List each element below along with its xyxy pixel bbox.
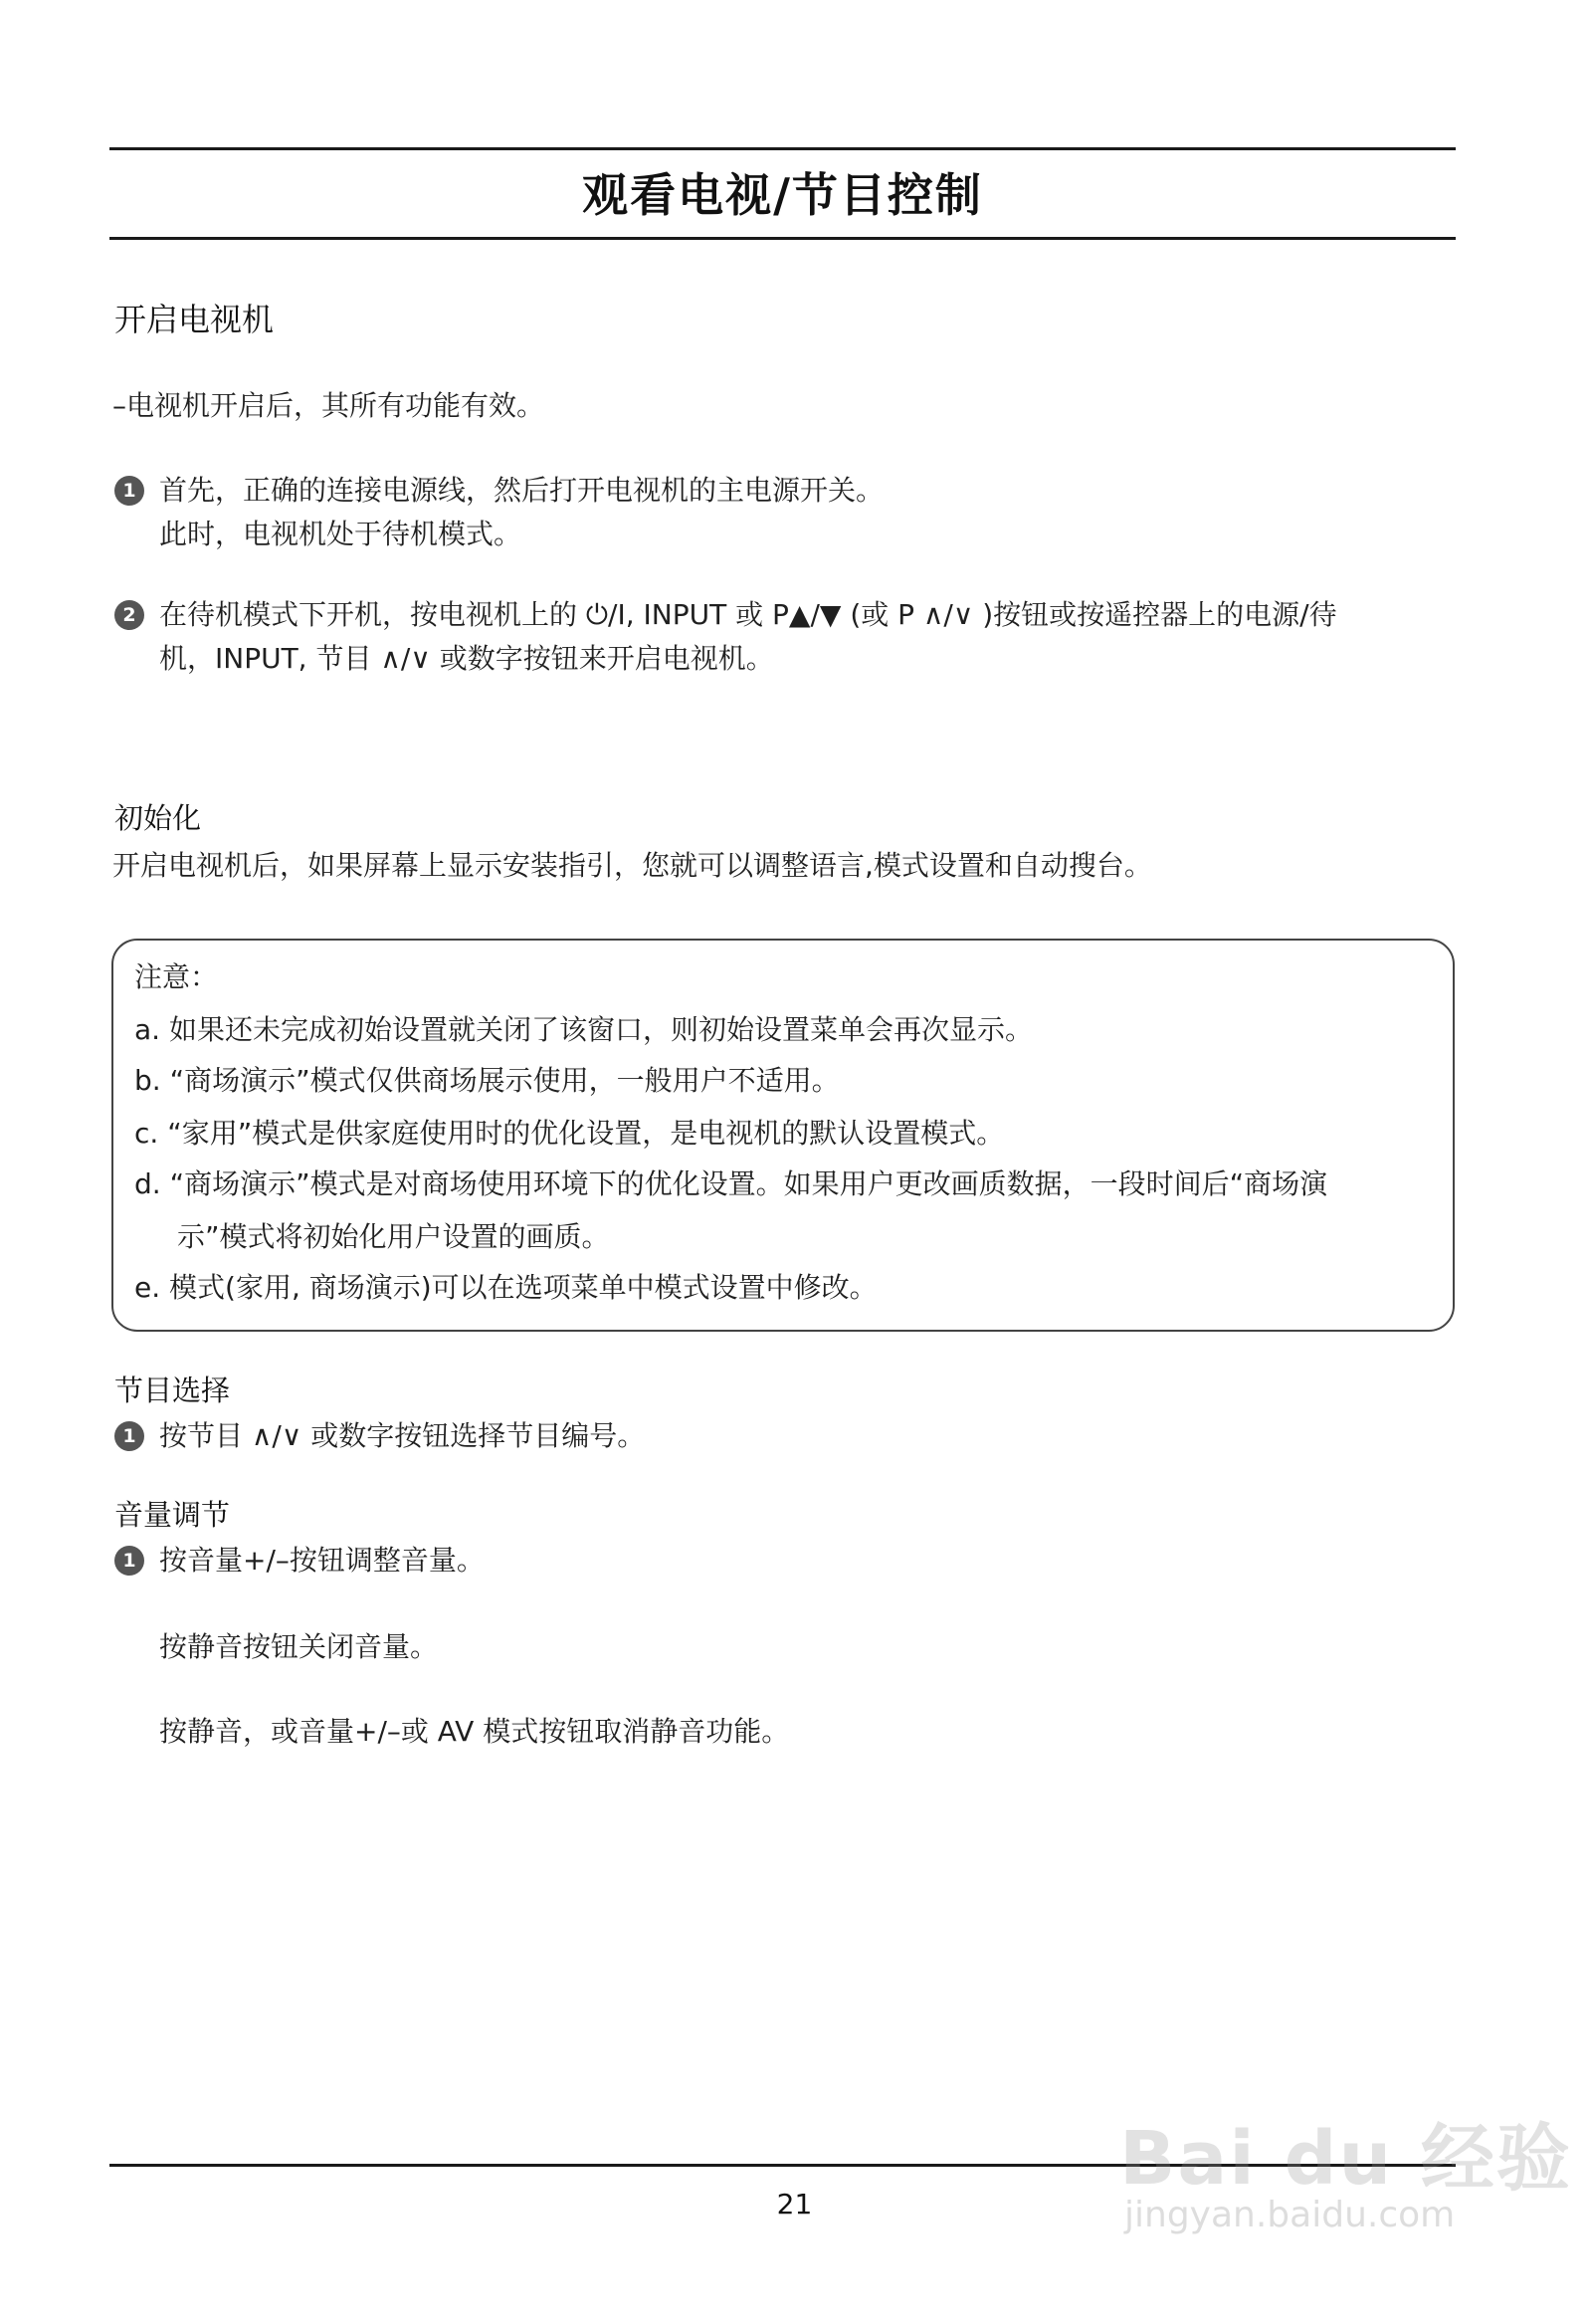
note-item-e: e. 模式(家用, 商场演示)可以在选项菜单中模式设置中修改。 xyxy=(134,1271,878,1304)
note-item-b: b. “商场演示”模式仅供商场展示使用，一般用户不适用。 xyxy=(134,1064,840,1097)
volume-step1: 按音量+/–按钮调整音量。 xyxy=(159,1544,485,1577)
title-bottom-rule xyxy=(109,237,1456,240)
note-item-d-line1: d. “商场演示”模式是对商场使用环境下的优化设置。如果用户更改画质数据，一段时间后“商场演 xyxy=(134,1167,1328,1200)
note-item-a: a. 如果还未完成初始设置就关闭了该窗口，则初始设置菜单会再次显示。 xyxy=(134,1013,1033,1046)
top-rule xyxy=(109,147,1456,150)
power-step1-line1: 首先，正确的连接电源线，然后打开电视机的主电源开关。 xyxy=(159,474,885,507)
volume-mute: 按静音按钮关闭音量。 xyxy=(159,1630,439,1663)
program-step-number-1: 1 xyxy=(114,1421,144,1451)
page-title: 观看电视/节目控制 xyxy=(582,168,983,222)
program-step1: 按节目 ∧/∨ 或数字按钮选择节目编号。 xyxy=(159,1419,646,1452)
note-item-d-line2: 示”模式将初始化用户设置的画质。 xyxy=(177,1220,610,1253)
volume-unmute: 按静音，或音量+/–或 AV 模式按钮取消静音功能。 xyxy=(159,1715,790,1748)
section-heading-power: 开启电视机 xyxy=(114,301,275,338)
section-heading-program: 节目选择 xyxy=(114,1373,231,1407)
section-heading-init: 初始化 xyxy=(114,801,202,835)
power-step1-line2: 此时，电视机处于待机模式。 xyxy=(159,518,522,550)
step-number-1: 1 xyxy=(114,476,144,506)
init-text: 开启电视机后，如果屏幕上显示安装指引，您就可以调整语言,模式设置和自动搜台。 xyxy=(112,849,1152,882)
power-intro: –电视机开启后，其所有功能有效。 xyxy=(112,389,545,422)
page-number: 21 xyxy=(776,2188,813,2220)
watermark-brand: Bai du 经验 xyxy=(1119,2116,1572,2202)
volume-step-number-1: 1 xyxy=(114,1546,144,1576)
step-number-2: 2 xyxy=(114,600,144,630)
power-step2-line2: 机，INPUT, 节目 ∧/∨ 或数字按钮来开启电视机。 xyxy=(159,642,774,675)
note-label: 注意： xyxy=(134,960,219,993)
note-item-c: c. “家用”模式是供家庭使用时的优化设置，是电视机的默认设置模式。 xyxy=(134,1117,1005,1150)
section-heading-volume: 音量调节 xyxy=(114,1498,231,1532)
watermark-url: jingyan.baidu.com xyxy=(1124,2195,1456,2235)
power-step2-line1: 在待机模式下开机，按电视机上的 ⏻/I, INPUT 或 P▲/▼ (或 P ∧/∨ )按钮或按遥控器上的电源/待 xyxy=(159,598,1337,631)
